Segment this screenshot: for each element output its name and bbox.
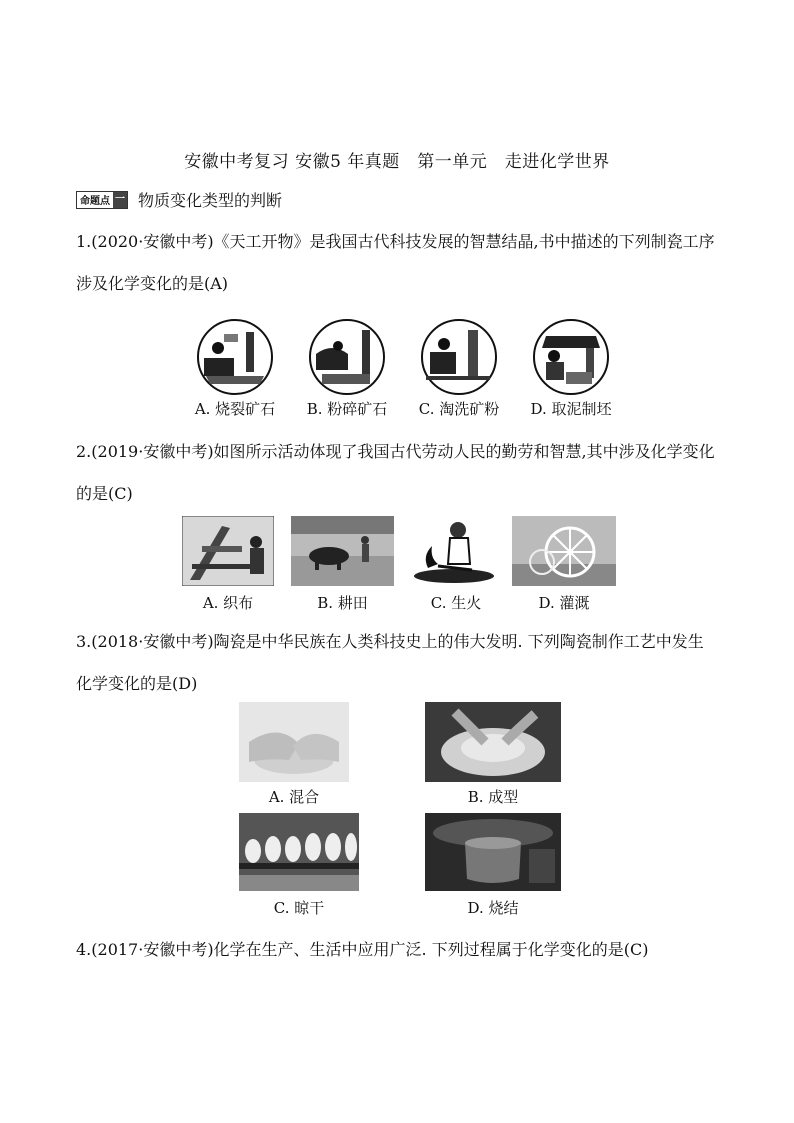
option-b-figure	[292, 318, 402, 419]
option-b-caption: B. 粉碎矿石	[306, 400, 388, 418]
option-c-caption: C. 淘洗矿粉	[418, 400, 500, 418]
option-b-caption: B. 成型	[467, 788, 519, 806]
option-a-figure	[239, 702, 349, 807]
option-a-figure	[180, 318, 290, 419]
crushing-ore-image	[292, 318, 402, 398]
option-d-figure	[425, 813, 561, 918]
option-c-figure	[404, 318, 514, 419]
option-b-caption: B. 耕田	[317, 594, 368, 612]
option-c-caption: C. 生火	[430, 594, 482, 612]
question-1-text: 1.(2020·安徽中考)《天工开物》是我国古代科技发展的智慧结晶,书中描述的下列制瓷工序涉及化学变化的是(A)	[76, 232, 715, 293]
question-1-figures	[180, 318, 626, 419]
drying-pottery-image	[239, 813, 359, 891]
option-d-caption: D. 灌溉	[538, 594, 590, 612]
option-b-figure	[425, 702, 561, 807]
question-2-text: 2.(2019·安徽中考)如图所示活动体现了我国古代劳动人民的勤劳和智慧,其中涉及化学变化的是(C)	[76, 442, 715, 503]
clay-shaping-image	[516, 318, 626, 398]
kneading-clay-image	[239, 702, 349, 782]
option-a-figure	[182, 516, 274, 586]
option-c-figure	[239, 813, 359, 918]
pottery-wheel-image	[425, 702, 561, 782]
option-a-caption: A. 混合	[268, 788, 320, 806]
making-fire-image	[408, 516, 504, 586]
option-b-figure	[291, 516, 394, 586]
option-c-figure	[408, 516, 504, 586]
option-a-caption: A. 烧裂矿石	[194, 400, 276, 418]
roasting-ore-image	[180, 318, 290, 398]
option-d-figure	[512, 516, 616, 586]
question-4-text: 4.(2017·安徽中考)化学在生产、生活中应用广泛. 下列过程属于化学变化的是(C)	[76, 940, 649, 959]
badge-label: 命题点	[80, 196, 110, 207]
question-2-captions	[182, 592, 616, 613]
section-title: 物质变化类型的判断	[138, 191, 283, 210]
option-d-figure	[516, 318, 626, 419]
option-c-caption: C. 晾干	[273, 899, 325, 917]
topic-badge	[76, 191, 128, 209]
plowing-image	[291, 516, 394, 586]
page-title: 安徽中考复习 安徽5 年真题 第一单元 走进化学世界	[184, 152, 610, 172]
weaving-image	[182, 516, 274, 586]
badge-number: 一	[113, 192, 127, 208]
question-3-text: 3.(2018·安徽中考)陶瓷是中华民族在人类科技史上的伟大发明. 下列陶瓷制作工艺中发生化学变化的是(D)	[76, 632, 704, 693]
firing-kiln-image	[425, 813, 561, 891]
option-d-caption: D. 烧结	[467, 899, 519, 917]
washing-ore-image	[404, 318, 514, 398]
section-header	[76, 188, 282, 211]
irrigation-wheel-image	[512, 516, 616, 586]
question-2-figures	[182, 516, 616, 586]
option-d-caption: D. 取泥制坯	[530, 400, 612, 418]
option-a-caption: A. 织布	[202, 594, 254, 612]
